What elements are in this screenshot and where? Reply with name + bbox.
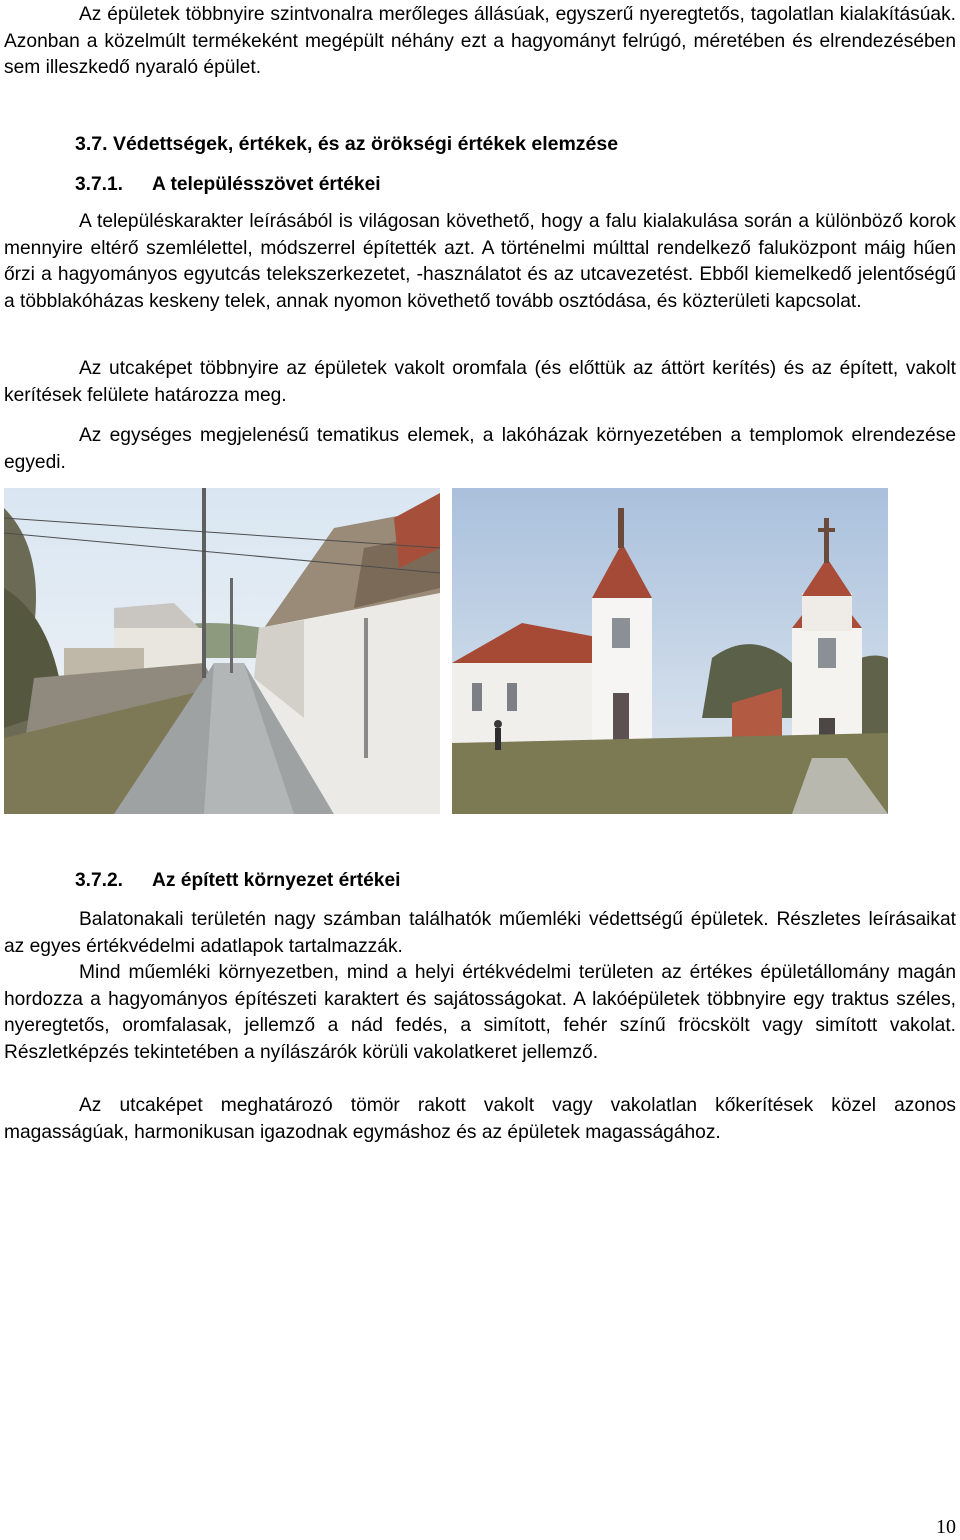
village-street-photo [4,488,440,814]
subsection-1-number: 3.7.1. [75,174,124,195]
subsection-1-title: A településszövet értékei [152,174,381,195]
subsection-2-heading [75,868,400,894]
page-number: 10 [936,1516,956,1538]
subsection-1-paragraph-2: Az utcaképet többnyire az épületek vakolt oromfala (és előttük az áttört kerítés) és az épített, vakolt kerítések felülete határozza meg. [4,358,956,406]
section-heading [75,131,618,157]
subsection-2-title: Az épített környezet értékei [152,870,401,891]
subsection-1-heading [75,172,381,198]
subsection-2-paragraph-2: Mind műemléki környezetben, mind a helyi értékvédelmi területen az értékes épületállomány magán hordozza a hagyományos építészeti karaktert és sajátosságokat. A lakóépületek többnyire egy traktus széles, nyeregtetős, oromfalasak, jellemző a nád fedés, a simított, fehér színű fröcskölt vagy simított vakolat. Részletképzés tekintetében a nyílászárók körüli vakolatkeret jellemző. [4,962,956,1063]
church-photo [452,488,888,814]
subsection-1-paragraph-3: Az egységes megjelenésű tematikus elemek, a lakóházak környezetében a templomok elrendezése egyedi. [4,425,956,473]
section-number: 3.7. [75,133,108,155]
subsection-2-number: 3.7.2. [75,870,124,891]
subsection-2-paragraph-3: Az utcaképet meghatározó tömör rakott vakolt vagy vakolatlan kőkerítések közel azonos magasságúak, harmonikusan igazodnak egymáshoz és az épületek magasságához. [4,1095,956,1143]
subsection-2-paragraph-1: Balatonakali területén nagy számban találhatók műemléki védettségű épületek. Részletes leírásaikat az egyes értékvédelmi adatlapok tartalmazzák. [4,909,956,957]
section-title: Védettségek, értékek, és az örökségi értékek elemzése [112,133,619,155]
intro-paragraph: Az épületek többnyire szintvonalra merőleges állásúak, egyszerű nyeregtetős, tagolatlan kialakításúak. Azonban a közelmúlt termékeként megépült néhány ezt a hagyományt felrúgó, méretében és elrendezésében sem illeszkedő nyaraló épület. [4,4,956,79]
subsection-1-paragraph-1: A településkarakter leírásából is világosan követhető, hogy a falu kialakulása során a különböző korok mennyire eltérő szemlélettel, módszerrel építették azt. A történelmi múlttal rendelkező faluközpont máig hűen őrzi a hagyományos egyutcás telekszerkezetet, -használatot és az utcavezetést. Ebből kiemelkedő jelentőségű a többlakóházas keskeny telek, annak nyomon követhető tovább osztódása, és közterületi kapcsolat. [4,211,956,312]
